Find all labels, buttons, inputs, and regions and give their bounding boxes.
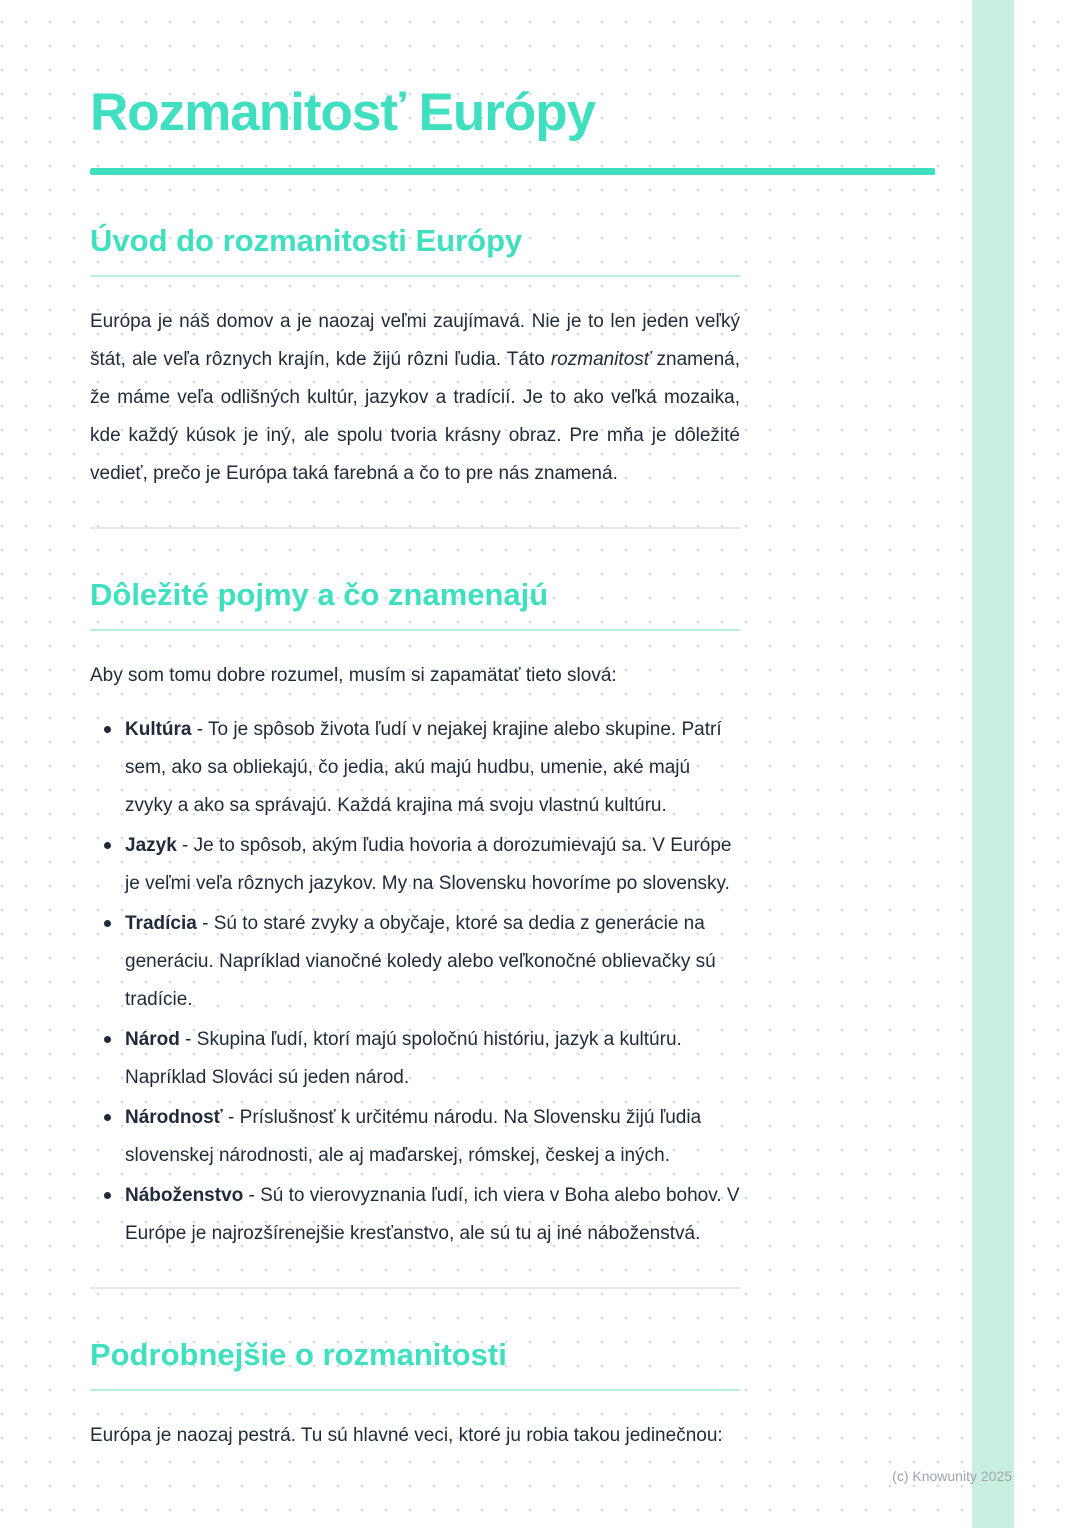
term-definition: - Je to spôsob, akým ľudia hovoria a dorozumievajú sa. V Európe je veľmi veľa rôznych jazykov. My na Slovensku hovoríme po slovensky. (125, 835, 732, 894)
list-item-narod (90, 1021, 740, 1097)
intro-paragraph (90, 303, 740, 493)
paragraph-part-2: znamená, že máme veľa odlišných kultúr, jazykov a tradícií. Je to ako veľká mozaika, kde každý kúsok je iný, ale spolu tvoria krásny obraz. Pre mňa je dôležité vedieť, prečo je Európa taká farebná a čo to pre nás znamená. (90, 349, 740, 484)
list-item-nabozenstvo (90, 1177, 740, 1253)
term-label: Národ (125, 1029, 180, 1050)
section-heading-pojmy: Dôležité pojmy a čo znamenajú (90, 577, 740, 631)
section-podrobnejsie (90, 1337, 740, 1455)
term-definition: - Sú to vierovyznania ľudí, ich viera v Boha alebo bohov. V Európe je najrozšírenejšie kresťanstvo, ale sú tu aj iné náboženstvá. (125, 1185, 740, 1244)
terms-list (90, 711, 740, 1253)
term-definition: - Príslušnosť k určitému národu. Na Slovensku žijú ľudia slovenskej národnosti, ale aj maďarskej, rómskej, českej a iných. (125, 1107, 702, 1166)
section-divider (90, 527, 740, 529)
right-accent-stripe (972, 0, 1014, 1528)
term-label: Tradícia (125, 913, 197, 934)
list-item-kultura (90, 711, 740, 825)
section-heading-podrobnejsie: Podrobnejšie o rozmanitosti (90, 1337, 740, 1391)
list-item-narodnost (90, 1099, 740, 1175)
section-divider (90, 1287, 740, 1289)
page-title: Rozmanitosť Európy (90, 83, 596, 142)
section-heading-uvod: Úvod do rozmanitosti Európy (90, 223, 740, 277)
title-rule (90, 168, 935, 175)
podrobnejsie-intro-text: Európa je naozaj pestrá. Tu sú hlavné veci, ktoré ju robia takou jedinečnou: (90, 1425, 723, 1446)
list-item-jazyk (90, 827, 740, 903)
section-pojmy (90, 577, 740, 1253)
term-label: Jazyk (125, 835, 177, 856)
term-definition: - To je spôsob života ľudí v nejakej krajine alebo skupine. Patrí sem, ako sa obliekajú, čo jedia, akú majú hudbu, umenie, aké majú zvyky a ako sa správajú. Každá krajina má svoju vlastnú kultúru. (125, 719, 722, 816)
paragraph-part-1: Európa je náš domov a je naozaj veľmi zaujímavá. Nie je to len jeden veľký štát, ale veľa rôznych krajín, kde žijú rôzni ľudia. Táto (90, 311, 740, 370)
term-label: Národnosť (125, 1107, 223, 1128)
section-uvod (90, 223, 740, 493)
term-definition: - Sú to staré zvyky a obyčaje, ktoré sa dedia z generácie na generáciu. Napríklad vianočné koledy alebo veľkonočné oblievačky sú tradície. (125, 913, 716, 1010)
copyright-footer: (c) Knowunity 2025 (892, 1468, 1012, 1484)
term-definition: - Skupina ľudí, ktorí majú spoločnú históriu, jazyk a kultúru. Napríklad Slováci sú jeden národ. (125, 1029, 682, 1088)
paragraph-italic-word: rozmanitosť (550, 349, 651, 370)
term-label: Náboženstvo (125, 1185, 244, 1206)
list-item-tradicia (90, 905, 740, 1019)
pojmy-intro-text: Aby som tomu dobre rozumel, musím si zapamätať tieto slová: (90, 665, 617, 686)
term-label: Kultúra (125, 719, 192, 740)
